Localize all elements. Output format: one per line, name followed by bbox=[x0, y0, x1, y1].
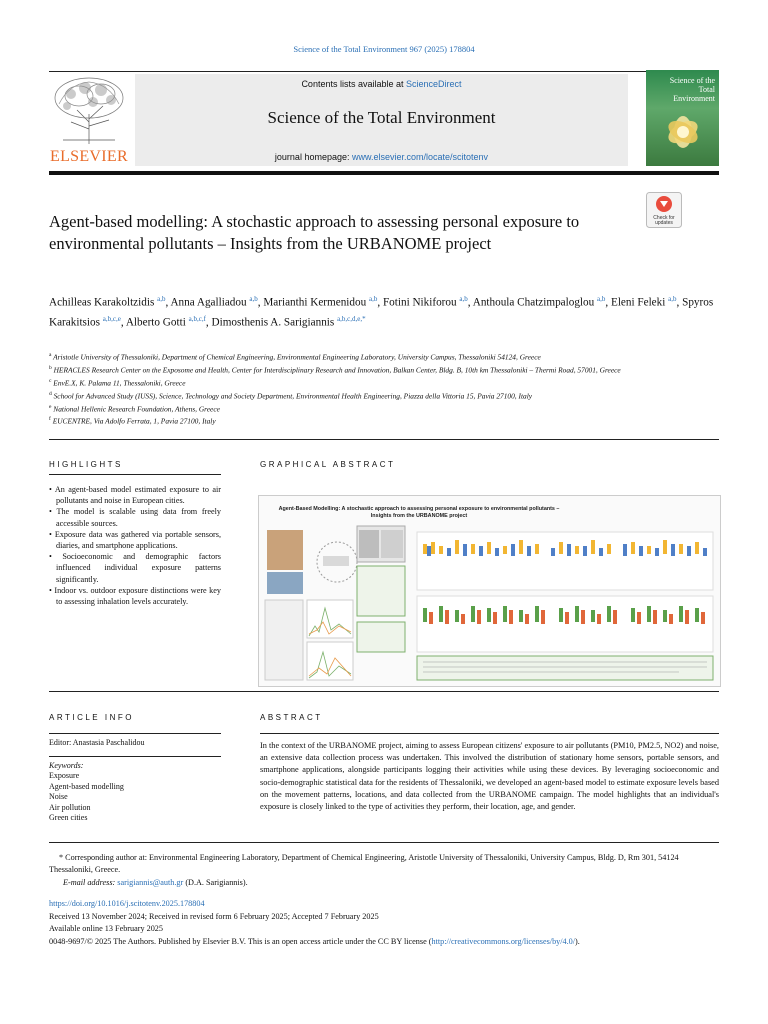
check-updates-icon bbox=[646, 192, 682, 228]
affiliation-item: $^b$ HERACLES Research Center on the Exposome and Health, Center for Interdisciplinary Research and Innovation, Balkan Center, Bldg. B, 10th km Thessaloniki – Thermi Road, 57001, Greece bbox=[49, 364, 621, 375]
affiliation-key: b bbox=[49, 364, 52, 371]
highlight-item: • The model is scalable using data from freely accessible sources. bbox=[49, 507, 221, 528]
affiliation-key: e bbox=[49, 403, 52, 410]
author-name[interactable]: Dimosthenis A. Sarigiannis bbox=[211, 316, 338, 329]
article-info-rule-2 bbox=[49, 756, 221, 757]
journal-title: Science of the Total Environment bbox=[267, 108, 496, 127]
keywords-label: Keywords: bbox=[49, 761, 84, 770]
section-divider bbox=[49, 439, 719, 440]
article-title: Agent-based modelling: A stochastic approach to assessing personal exposure to environmental pollutants – Insights from the URBANOME project bbox=[49, 212, 580, 253]
author-affiliation-marker[interactable]: a,b,c,f bbox=[188, 314, 206, 323]
keyword-item: Noise bbox=[49, 792, 68, 801]
footnote-divider bbox=[49, 842, 719, 843]
highlight-item: • Exposure data was gathered via portable sensors, diaries, and smartphone applications. bbox=[49, 529, 221, 551]
author-name[interactable]: Fotini Nikiforou bbox=[382, 296, 460, 309]
abstract-text: In the context of the URBANOME project, aiming to assess European citizens' exposure to air pollutants (PM10, PM2.5, NO2) and noise, an extensive data collection process was undertaken. This involved the distribution of stationary home sensors, portable sensors, and smartphone applications, alongside participants logging their activities while using these devices. By leveraging socioeconomic and socio-demographic statistical data for the residents of Thessaloniki, we developed an agent-based model to estimate exposure levels based on the movement patterns, locations, and data collected from the URBANOME campaign. The model highlights that an individual's exposure is closely linked to the type of activities they perform, their location, age, and gender. bbox=[260, 741, 719, 812]
editor-line: Editor: Anastasia Paschalidou bbox=[49, 738, 145, 747]
check-for-updates-badge[interactable] bbox=[646, 192, 682, 228]
author-affiliation-marker[interactable]: a,b bbox=[249, 295, 258, 303]
sciencedirect-link[interactable]: ScienceDirect bbox=[406, 79, 462, 89]
journal-cover-thumbnail[interactable] bbox=[646, 70, 719, 166]
author-name[interactable]: Anthoula Chatzimpaloglou bbox=[472, 296, 598, 309]
journal-banner bbox=[135, 74, 628, 166]
license-prefix: 0048-9697/© 2025 The Authors. Published by Elsevier B.V. This is an open access article under the CC BY license ( bbox=[49, 937, 432, 946]
highlights-list bbox=[49, 484, 221, 607]
email-link[interactable]: sarigiannis@auth.gr bbox=[117, 878, 184, 887]
author-affiliation-marker[interactable]: a,b bbox=[668, 295, 677, 303]
doi-link[interactable]: https://doi.org/10.1016/j.scitotenv.2025.178804 bbox=[49, 899, 205, 908]
graphical-abstract-illustration bbox=[259, 496, 720, 686]
author-name[interactable]: Anna Agalliadou bbox=[170, 296, 250, 309]
graphical-abstract-figure[interactable] bbox=[258, 495, 721, 687]
svg-text:updates: updates bbox=[655, 220, 673, 226]
author-name[interactable]: Spyros Karakitsios bbox=[49, 296, 714, 329]
author-name[interactable]: Marianthi Kermenidou bbox=[263, 296, 369, 309]
keyword-item: Exposure bbox=[49, 771, 80, 780]
article-info-rule bbox=[49, 733, 221, 734]
svg-text:Check for: Check for bbox=[653, 215, 675, 221]
author-list: Achilleas Karakoltzidis $^{a,b}$, Anna Agalliadou $^{a,b}$, Marianthi Kermenidou $^{a,b}$, Fotini Nikiforou $^{a,b}$, Anthoula Chatzimpaloglou $^{a,b}$, Eleni Feleki $^{a,b}$, Spyros Karakitsios $^{a,b,c,e}$, Alberto Gotti $^{a,b,c,f}$, Dimosthenis A. Sarigiannis $^{a,b,c,d,e,*}$ bbox=[49, 295, 714, 329]
affiliation-key: a bbox=[49, 352, 52, 358]
email-label: E-mail address: bbox=[63, 878, 116, 887]
license-line bbox=[49, 936, 729, 948]
homepage-prefix: journal homepage: bbox=[274, 152, 350, 162]
author-affiliation-marker[interactable]: a,b,c,e bbox=[102, 314, 121, 323]
license-link[interactable]: http://creativecommons.org/licenses/by/4.0/ bbox=[431, 937, 576, 946]
license-suffix: ). bbox=[575, 937, 580, 946]
contents-prefix: Contents lists available at bbox=[301, 79, 404, 89]
online-date: Available online 13 February 2025 bbox=[49, 924, 163, 933]
abstract-heading: ABSTRACT bbox=[260, 713, 323, 722]
highlight-item: • An agent-based model estimated exposure to air pollutants and noise in European cities. bbox=[49, 485, 221, 506]
affiliation-item: $^e$ National Hellenic Research Foundation, Athens, Greece bbox=[49, 403, 220, 413]
masthead-top-rule bbox=[49, 71, 719, 72]
keyword-item: Air pollution bbox=[49, 802, 91, 812]
email-line bbox=[63, 877, 248, 889]
graphical-abstract-title: Agent-Based Modelling: A stochastic approach to assessing personal exposure to environmental pollutants – Insights from the URBANOME project bbox=[278, 506, 560, 519]
article-info-heading: ARTICLE INFO bbox=[49, 713, 134, 722]
author-affiliation-marker[interactable]: a,b bbox=[597, 295, 606, 303]
affiliation-item: $^d$ School for Advanced Study (IUSS), Science, Technology and Society Department, Environmental Health Engineering, Piazza della Vittoria 15, Pavia 27100, Italy bbox=[49, 390, 533, 401]
section-divider-2 bbox=[49, 691, 719, 692]
cover-title: Science of the Total Environment bbox=[669, 76, 715, 103]
highlights-rule bbox=[49, 474, 221, 475]
masthead-bottom-rule bbox=[49, 171, 719, 175]
author-affiliation-marker[interactable]: a,b bbox=[157, 295, 166, 303]
graphical-abstract-heading: GRAPHICAL ABSTRACT bbox=[260, 460, 396, 469]
elsevier-tree-icon bbox=[49, 74, 129, 146]
affiliation-list bbox=[49, 350, 719, 427]
elsevier-logo[interactable] bbox=[49, 74, 129, 166]
highlights-heading: HIGHLIGHTS bbox=[49, 460, 123, 469]
journal-homepage-line bbox=[135, 152, 628, 162]
received-dates: Received 13 November 2024; Received in revised form 6 February 2025; Accepted 7 February 2025 bbox=[49, 912, 379, 921]
affiliation-item: $^a$ Aristotle University of Thessaloniki, Department of Chemical Engineering, Environmental Engineering Laboratory, University Campus, Thessaloniki 54124, Greece bbox=[49, 352, 541, 362]
cover-flower-icon bbox=[646, 70, 719, 166]
journal-homepage-link[interactable]: www.elsevier.com/locate/scitotenv bbox=[352, 152, 489, 162]
highlight-item: • Indoor vs. outdoor exposure distinctions were key to assessing inhalation levels accurately. bbox=[49, 585, 221, 607]
citation-header[interactable]: Science of the Total Environment 967 (2025) 178804 bbox=[293, 44, 475, 54]
affiliation-item: $^f$ EUCENTRE, Via Adolfo Ferrata, 1, Pavia 27100, Italy bbox=[49, 416, 216, 426]
highlights-box bbox=[49, 484, 221, 607]
author-name[interactable]: Achilleas Karakoltzidis bbox=[49, 296, 158, 309]
email-suffix: (D.A. Sarigiannis). bbox=[185, 878, 248, 887]
contents-line bbox=[135, 79, 628, 89]
affiliation-key: c bbox=[49, 377, 52, 384]
author-affiliation-marker[interactable]: a,b,c,d,e,* bbox=[337, 314, 366, 323]
highlight-item: • Socioeconomic and demographic factors influenced individual exposure patterns significantly. bbox=[49, 552, 221, 584]
author-name[interactable]: Eleni Feleki bbox=[610, 296, 669, 309]
keywords-list bbox=[49, 771, 124, 824]
affiliation-item: $^c$ EnvE.X, K. Palama 11, Thessaloniki, Greece bbox=[49, 377, 186, 388]
author-name[interactable]: Alberto Gotti bbox=[125, 316, 189, 329]
keyword-item: Agent-based modelling bbox=[49, 781, 124, 791]
author-affiliation-marker[interactable]: a,b bbox=[368, 295, 378, 303]
keyword-item: Green cities bbox=[49, 813, 88, 822]
author-affiliation-marker[interactable]: a,b bbox=[459, 295, 468, 303]
affiliation-key: f bbox=[49, 416, 51, 423]
doi-line bbox=[49, 898, 205, 910]
elsevier-wordmark: ELSEVIER bbox=[50, 148, 128, 165]
affiliation-key: d bbox=[49, 390, 52, 397]
abstract-rule bbox=[260, 733, 719, 734]
corresponding-author-note: * Corresponding author at: Environmental Engineering Laboratory, Department of Chemical Engineering, Aristotle University of Thessaloniki, University Campus, Bldg. D, Rm 301, 54124 Thessaloniki, Greece. bbox=[49, 853, 679, 874]
